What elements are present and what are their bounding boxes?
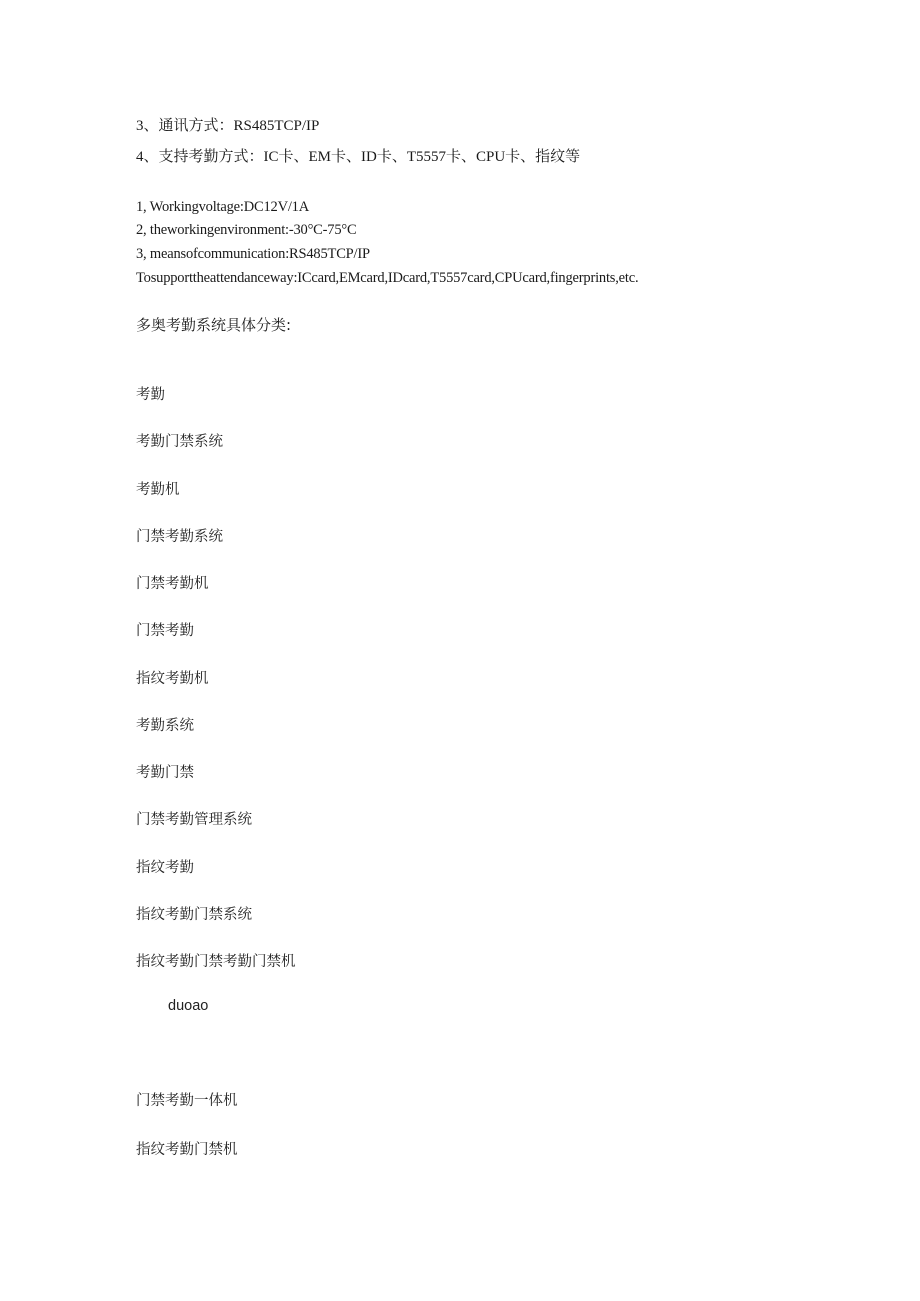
category-item: 考勤系统	[136, 718, 194, 734]
spec-cn-communication: 3、通讯方式：RS485TCP/IP	[136, 118, 320, 134]
category-item: 门禁考勤一体机	[136, 1093, 238, 1109]
spec-en-attendance-way: Tosupporttheattendanceway:ICcard,EMcard,IDcard,T5557card,CPUcard,fingerprints,etc.	[136, 270, 639, 286]
category-item: 指纹考勤门禁考勤门禁机	[136, 954, 296, 970]
category-item: 考勤机	[136, 482, 180, 498]
category-item: 指纹考勤	[136, 860, 194, 876]
category-item: 考勤	[136, 387, 165, 403]
category-item: 考勤门禁系统	[136, 434, 223, 450]
spec-en-environment: 2, theworkingenvironment:-30°C-75°C	[136, 222, 357, 238]
category-heading: 多奥考勤系统具体分类:	[136, 316, 292, 334]
spec-en-communication: 3, meansofcommunication:RS485TCP/IP	[136, 246, 370, 262]
category-item: 指纹考勤门禁机	[136, 1142, 238, 1158]
category-item: 指纹考勤机	[136, 671, 209, 687]
category-item: 门禁考勤	[136, 623, 194, 639]
spec-cn-attendance-methods: 4、支持考勤方式：IC卡、EM卡、ID卡、T5557卡、CPU卡、指纹等	[136, 149, 581, 165]
category-item: 门禁考勤管理系统	[136, 812, 252, 828]
category-item: 考勤门禁	[136, 765, 194, 781]
spec-en-voltage: 1, Workingvoltage:DC12V/1A	[136, 199, 309, 215]
category-item: 门禁考勤机	[136, 576, 209, 592]
brand-name: duoao	[168, 998, 209, 1014]
category-item: 门禁考勤系统	[136, 529, 223, 545]
category-item: 指纹考勤门禁系统	[136, 907, 252, 923]
